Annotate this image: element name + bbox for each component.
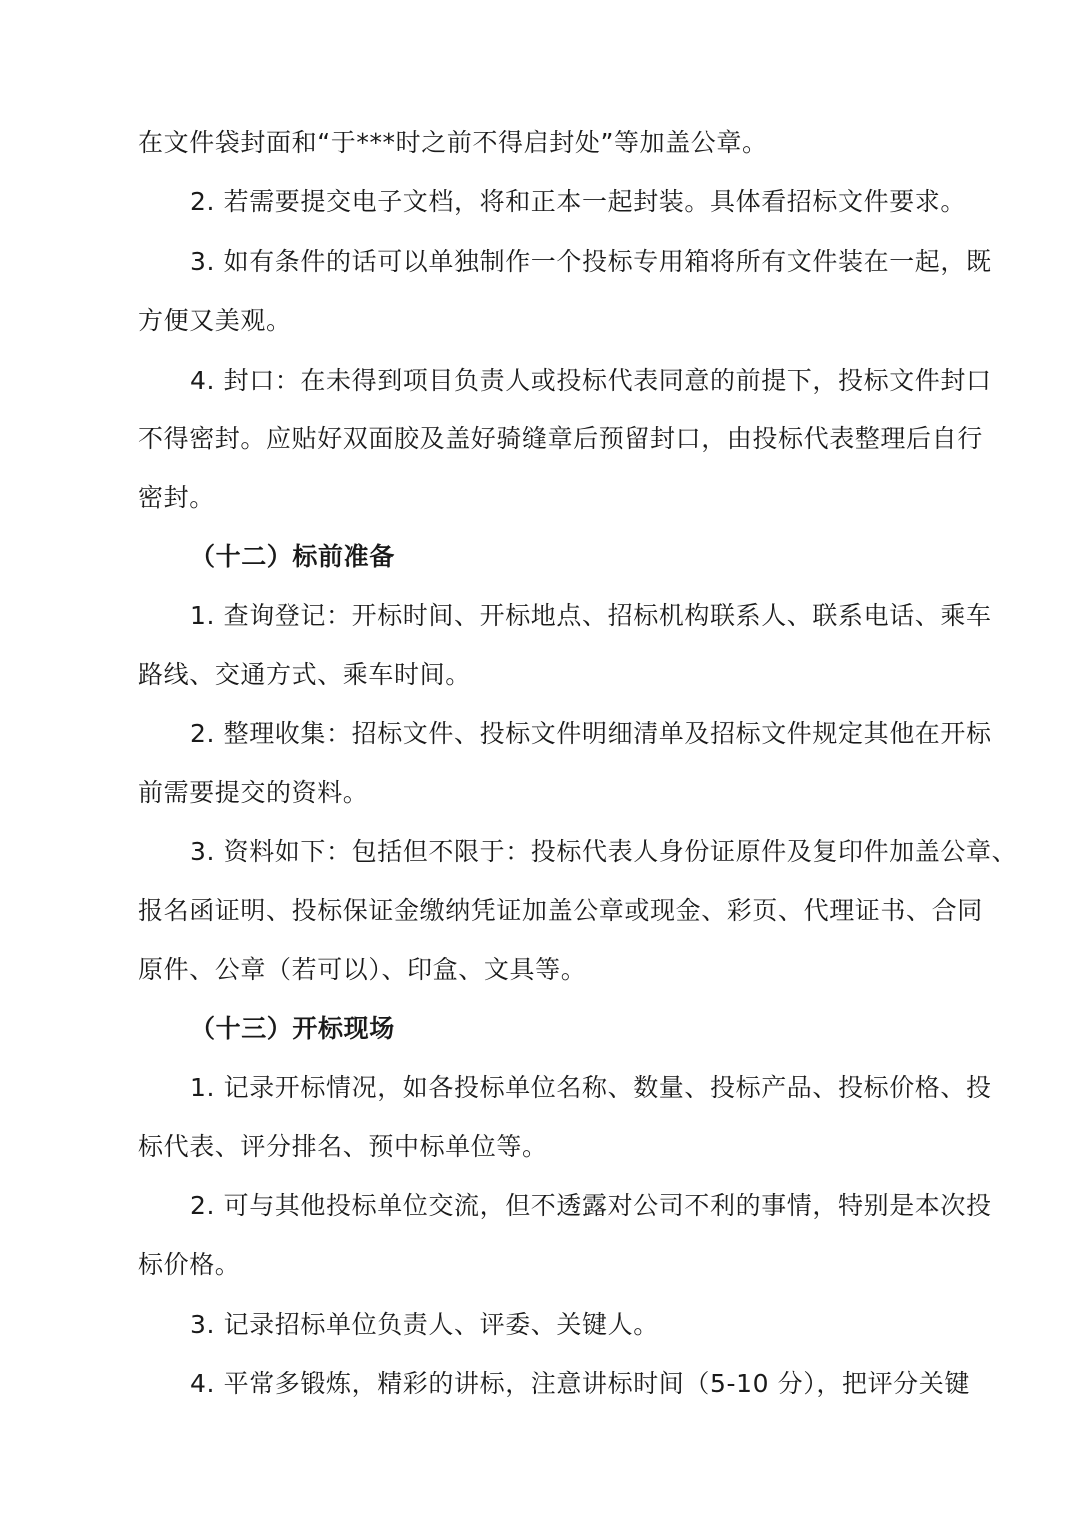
paragraph-line: 4. 封口：在未得到项目负责人或投标代表同意的前提下，投标文件封口	[190, 366, 992, 395]
paragraph-line: 方便又美观。	[138, 306, 292, 335]
paragraph-line: 前需要提交的资料。	[138, 778, 369, 807]
paragraph-line: 3. 资料如下：包括但不限于：投标代表人身份证原件及复印件加盖公章、	[190, 837, 1018, 866]
paragraph-line: 3. 如有条件的话可以单独制作一个投标专用箱将所有文件装在一起，既	[190, 247, 992, 276]
paragraph-line: 2. 整理收集：招标文件、投标文件明细清单及招标文件规定其他在开标	[190, 719, 992, 748]
paragraph-line: 标代表、评分排名、预中标单位等。	[138, 1132, 548, 1161]
paragraph-line: 在文件袋封面和“于***时之前不得启封处”等加盖公章。	[138, 128, 768, 157]
section-heading: （十三）开标现场	[190, 1014, 395, 1043]
section-heading: （十二）标前准备	[190, 542, 395, 571]
paragraph-line: 1. 记录开标情况，如各投标单位名称、数量、投标产品、投标价格、投	[190, 1073, 992, 1102]
paragraph-line: 4. 平常多锻炼，精彩的讲标，注意讲标时间（5-10 分），把评分关键	[190, 1369, 970, 1398]
paragraph-line: 原件、公章（若可以）、印盒、文具等。	[138, 955, 587, 984]
paragraph-line: 密封。	[138, 483, 215, 512]
paragraph-line: 不得密封。应贴好双面胶及盖好骑缝章后预留封口，由投标代表整理后自行	[138, 424, 983, 453]
paragraph-line: 1. 查询登记：开标时间、开标地点、招标机构联系人、联系电话、乘车	[190, 601, 992, 630]
paragraph-line: 标价格。	[138, 1250, 241, 1279]
paragraph-line: 3. 记录招标单位负责人、评委、关键人。	[190, 1310, 659, 1339]
paragraph-line: 路线、交通方式、乘车时间。	[138, 660, 471, 689]
paragraph-line: 报名函证明、投标保证金缴纳凭证加盖公章或现金、彩页、代理证书、合同	[138, 896, 983, 925]
paragraph-line: 2. 若需要提交电子文档，将和正本一起封装。具体看招标文件要求。	[190, 187, 967, 216]
paragraph-line: 2. 可与其他投标单位交流，但不透露对公司不利的事情，特别是本次投	[190, 1191, 992, 1220]
